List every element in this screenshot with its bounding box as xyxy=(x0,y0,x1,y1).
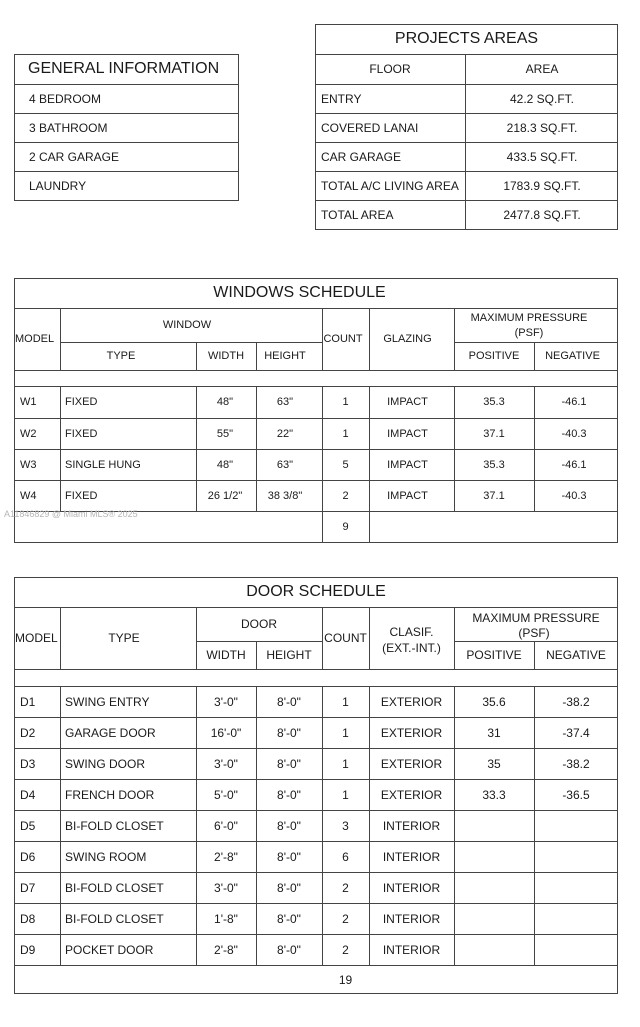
door-positive: 35.6 xyxy=(482,694,506,709)
door-model: D3 xyxy=(20,756,36,771)
window-model: W4 xyxy=(20,489,37,502)
door-door-header: DOOR xyxy=(241,617,277,631)
door-clasif: EXTERIOR xyxy=(380,694,443,709)
door-clasif: EXTERIOR xyxy=(380,756,443,771)
window-glazing: IMPACT xyxy=(387,458,428,471)
windows-height-header: HEIGHT xyxy=(264,350,306,362)
windows-positive-header: POSITIVE xyxy=(468,350,520,362)
door-width: 3'-0" xyxy=(214,880,238,895)
window-model: W1 xyxy=(20,396,37,408)
area-value-cell: 42.2 SQ.FT. xyxy=(509,91,575,106)
door-count: 3 xyxy=(342,818,349,833)
windows-model-header: MODEL xyxy=(15,333,55,345)
door-type: POCKET DOOR xyxy=(65,942,154,957)
area-floor-cell: ENTRY xyxy=(321,91,362,106)
window-width: 48" xyxy=(216,396,234,408)
door-type: FRENCH DOOR xyxy=(65,787,155,802)
door-type: SWING DOOR xyxy=(65,756,145,771)
window-width: 55" xyxy=(216,427,234,440)
window-count: 2 xyxy=(342,489,349,502)
door-model-header: MODEL xyxy=(15,631,58,645)
window-count: 5 xyxy=(342,458,349,471)
window-model: W3 xyxy=(20,458,37,471)
door-negative xyxy=(534,810,618,841)
door-model: D6 xyxy=(20,849,36,864)
door-count: 2 xyxy=(342,942,349,957)
project-areas-title: PROJECTS AREAS xyxy=(394,30,539,47)
door-positive xyxy=(454,903,534,934)
floor-header: FLOOR xyxy=(369,62,411,76)
door-model: D9 xyxy=(20,942,36,957)
door-negative xyxy=(534,903,618,934)
door-type: BI-FOLD CLOSET xyxy=(65,880,164,895)
window-count: 1 xyxy=(342,396,349,408)
door-clasif: EXTERIOR xyxy=(380,787,443,802)
door-negative xyxy=(534,841,618,872)
door-model: D1 xyxy=(20,694,36,709)
door-max-pressure-header: MAXIMUM PRESSURE xyxy=(472,610,600,625)
windows-total-count: 9 xyxy=(342,521,349,533)
window-width: 48" xyxy=(216,458,234,471)
watermark: A11846829 @ Miami MLS® 2025 xyxy=(4,509,138,519)
windows-negative-header: NEGATIVE xyxy=(545,350,600,362)
window-positive: 37.1 xyxy=(483,489,505,502)
door-count: 1 xyxy=(342,756,349,771)
door-width-header: WIDTH xyxy=(206,648,246,662)
door-type: GARAGE DOOR xyxy=(65,725,156,740)
general-info-item: 3 BATHROOM xyxy=(29,120,108,135)
door-clasif: INTERIOR xyxy=(382,849,441,864)
area-header: AREA xyxy=(525,62,559,76)
windows-window-header: WINDOW xyxy=(162,319,212,331)
door-clasif-sub-header: (EXT.-INT.) xyxy=(382,641,441,655)
door-model: D7 xyxy=(20,880,36,895)
windows-max-pressure-header: MAXIMUM PRESSURE xyxy=(470,312,588,324)
table-row xyxy=(15,449,615,480)
table-row xyxy=(15,418,615,449)
window-type: FIXED xyxy=(65,396,98,408)
door-count-header: COUNT xyxy=(324,631,367,645)
windows-psf-header: (PSF) xyxy=(514,327,544,339)
window-height: 38 3/8" xyxy=(267,489,303,502)
window-model: W2 xyxy=(20,427,37,440)
windows-schedule-title: WINDOWS SCHEDULE xyxy=(213,284,386,301)
windows-type-header: TYPE xyxy=(106,350,136,362)
area-floor-cell: TOTAL A/C LIVING AREA xyxy=(321,178,459,193)
door-height: 8'-0" xyxy=(277,849,301,864)
window-type: FIXED xyxy=(65,489,98,502)
door-model: D2 xyxy=(20,725,36,740)
general-info-item: LAUNDRY xyxy=(29,179,87,193)
area-value-cell: 1783.9 SQ.FT. xyxy=(503,178,581,193)
door-negative: -38.2 xyxy=(562,756,590,771)
door-count: 2 xyxy=(342,911,349,926)
door-positive: 35 xyxy=(487,756,501,771)
door-width: 5'-0" xyxy=(214,787,238,802)
windows-count-header: COUNT xyxy=(323,333,363,345)
area-value-cell: 433.5 SQ.FT. xyxy=(506,149,578,164)
door-height: 8'-0" xyxy=(277,880,301,895)
door-positive-header: POSITIVE xyxy=(466,648,522,662)
window-positive: 37.1 xyxy=(483,427,505,440)
door-positive xyxy=(454,872,534,903)
door-type: SWING ENTRY xyxy=(65,694,150,709)
door-type-header: TYPE xyxy=(108,631,140,645)
window-height: 22" xyxy=(276,427,294,440)
area-value-cell: 218.3 SQ.FT. xyxy=(506,120,578,135)
door-count: 1 xyxy=(342,787,349,802)
door-width: 3'-0" xyxy=(214,756,238,771)
door-width: 2'-8" xyxy=(214,942,238,957)
door-type: BI-FOLD CLOSET xyxy=(65,818,164,833)
general-info-item: 2 CAR GARAGE xyxy=(29,149,120,164)
door-height: 8'-0" xyxy=(277,725,301,740)
door-clasif: EXTERIOR xyxy=(380,725,443,740)
door-clasif: INTERIOR xyxy=(382,818,441,833)
area-floor-cell: TOTAL AREA xyxy=(321,208,394,222)
door-count: 2 xyxy=(342,880,349,895)
window-type: SINGLE HUNG xyxy=(65,458,141,471)
door-height: 8'-0" xyxy=(277,694,301,709)
window-positive: 35.3 xyxy=(483,396,505,408)
door-height: 8'-0" xyxy=(277,942,301,957)
window-positive: 35.3 xyxy=(483,458,505,471)
door-type: SWING ROOM xyxy=(65,849,147,864)
door-clasif-header: CLASIF. xyxy=(389,625,434,639)
door-positive xyxy=(454,934,534,965)
area-value-cell: 2477.8 SQ.FT. xyxy=(503,208,581,222)
general-information-title: GENERAL INFORMATION xyxy=(28,60,220,77)
window-negative: -40.3 xyxy=(561,489,587,502)
window-negative: -46.1 xyxy=(561,458,587,471)
door-count: 1 xyxy=(342,694,349,709)
window-count: 1 xyxy=(342,427,349,440)
door-model: D4 xyxy=(20,787,36,802)
table-row xyxy=(15,386,615,418)
door-width: 1'-8" xyxy=(214,911,238,926)
windows-glazing-header: GLAZING xyxy=(383,333,432,345)
area-floor-cell: COVERED LANAI xyxy=(321,120,419,135)
door-count: 1 xyxy=(342,725,349,740)
door-negative: -38.2 xyxy=(562,694,590,709)
window-glazing: IMPACT xyxy=(387,489,428,502)
door-width: 3'-0" xyxy=(214,694,238,709)
door-model: D5 xyxy=(20,818,36,833)
door-width: 2'-8" xyxy=(214,849,238,864)
table-row xyxy=(15,480,615,511)
door-width: 6'-0" xyxy=(214,818,238,833)
window-height: 63" xyxy=(276,458,294,471)
door-height-header: HEIGHT xyxy=(266,648,312,662)
window-negative: -40.3 xyxy=(561,427,587,440)
door-height: 8'-0" xyxy=(277,787,301,802)
door-positive xyxy=(454,841,534,872)
door-schedule-title: DOOR SCHEDULE xyxy=(246,583,386,600)
door-clasif: INTERIOR xyxy=(382,880,441,895)
door-psf-header: (PSF) xyxy=(518,625,550,640)
window-negative: -46.1 xyxy=(561,396,587,408)
door-height: 8'-0" xyxy=(277,756,301,771)
door-height: 8'-0" xyxy=(277,911,301,926)
window-height: 63" xyxy=(276,396,294,408)
window-glazing: IMPACT xyxy=(387,396,428,408)
doors-total-count: 19 xyxy=(338,972,353,987)
door-clasif: INTERIOR xyxy=(382,911,441,926)
door-count: 6 xyxy=(342,849,349,864)
door-negative xyxy=(534,872,618,903)
door-positive: 33.3 xyxy=(482,787,506,802)
windows-width-header: WIDTH xyxy=(207,350,245,362)
door-type: BI-FOLD CLOSET xyxy=(65,911,164,926)
door-height: 8'-0" xyxy=(277,818,301,833)
door-positive: 31 xyxy=(487,725,501,740)
door-negative: -36.5 xyxy=(562,787,590,802)
window-width: 26 1/2" xyxy=(207,489,243,502)
window-glazing: IMPACT xyxy=(387,427,428,440)
door-negative: -37.4 xyxy=(562,725,590,740)
window-type: FIXED xyxy=(65,427,98,440)
door-model: D8 xyxy=(20,911,36,926)
door-negative-header: NEGATIVE xyxy=(546,648,606,662)
area-floor-cell: CAR GARAGE xyxy=(321,149,402,164)
door-width: 16'-0" xyxy=(210,725,242,740)
door-clasif: INTERIOR xyxy=(382,942,441,957)
door-positive xyxy=(454,810,534,841)
general-info-item: 4 BEDROOM xyxy=(29,91,102,106)
door-negative xyxy=(534,934,618,965)
